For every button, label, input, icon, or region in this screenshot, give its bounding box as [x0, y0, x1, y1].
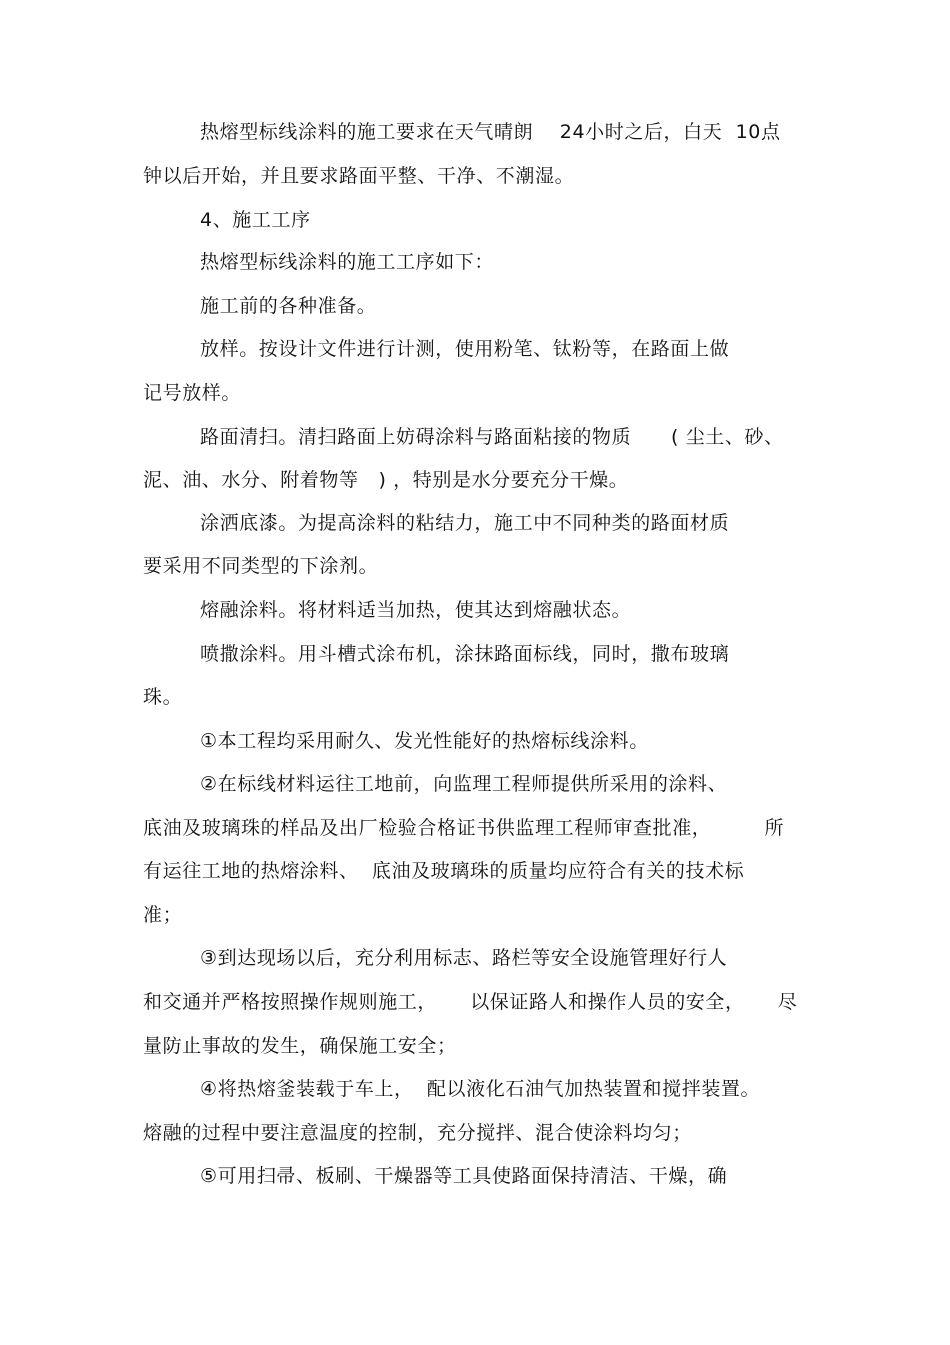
paragraph-line: 珠。 — [143, 686, 183, 708]
paragraph-line: 涂洒底漆。为提高涂料的粘结力，施工中不同种类的路面材质 — [200, 512, 730, 534]
list-item: ③到达现场以后，充分利用标志、路栏等安全设施管理好行人 — [200, 947, 728, 969]
paragraph-line: 热熔型标线涂料的施工工序如下： — [200, 251, 495, 273]
paragraph-line: 路面清扫。清扫路面上妨碍涂料与路面粘接的物质 ( 尘土、砂、 — [200, 426, 784, 448]
paragraph-line: 要采用不同类型的下涂剂。 — [143, 555, 379, 577]
list-item: ①本工程均采用耐久、发光性能好的热熔标线涂料。 — [200, 730, 649, 752]
list-item: ⑤可用扫帚、板刷、干燥器等工具使路面保持清洁、干燥，确 — [200, 1165, 728, 1187]
paragraph-line: 底油及玻璃珠的样品及出厂检验合格证书供监理工程师审查批准， 所 — [143, 817, 785, 839]
paragraph-line: 泥、油、水分、附着物等 ) ，特别是水分要充分干燥。 — [143, 469, 629, 491]
paragraph-line: 有运往工地的热熔涂料、 底油及玻璃珠的质量均应符合有关的技术标 — [143, 860, 745, 882]
paragraph-line: 放样。按设计文件进行计测，使用粉笔、钛粉等，在路面上做 — [200, 338, 730, 360]
paragraph-line: 喷撒涂料。用斗槽式涂布机，涂抹路面标线，同时，撒布玻璃 — [200, 643, 730, 665]
paragraph-line: 热熔型标线涂料的施工要求在天气晴朗 24小时之后，白天 10点 — [200, 121, 781, 143]
paragraph-line: 记号放样。 — [143, 382, 242, 404]
paragraph-line: 熔融涂料。将材料适当加热，使其达到熔融状态。 — [200, 599, 632, 621]
paragraph-line: 施工前的各种准备。 — [200, 295, 377, 317]
section-heading: 4、施工工序 — [200, 209, 311, 231]
paragraph-line: 钟以后开始，并且要求路面平整、干净、不潮湿。 — [143, 165, 575, 187]
paragraph-line: 和交通并严格按照操作规则施工， 以保证路人和操作人员的安全， 尽 — [143, 991, 798, 1013]
list-item: ②在标线材料运往工地前，向监理工程师提供所采用的涂料、 — [200, 773, 728, 795]
paragraph-line: 量防止事故的发生，确保施工安全； — [143, 1035, 457, 1057]
list-item: ④将热熔釜装载于车上， 配以液化石油气加热装置和搅拌装置。 — [200, 1078, 761, 1100]
paragraph-line: 熔融的过程中要注意温度的控制，充分搅拌、混合使涂料均匀； — [143, 1122, 692, 1144]
paragraph-line: 准； — [143, 904, 183, 926]
